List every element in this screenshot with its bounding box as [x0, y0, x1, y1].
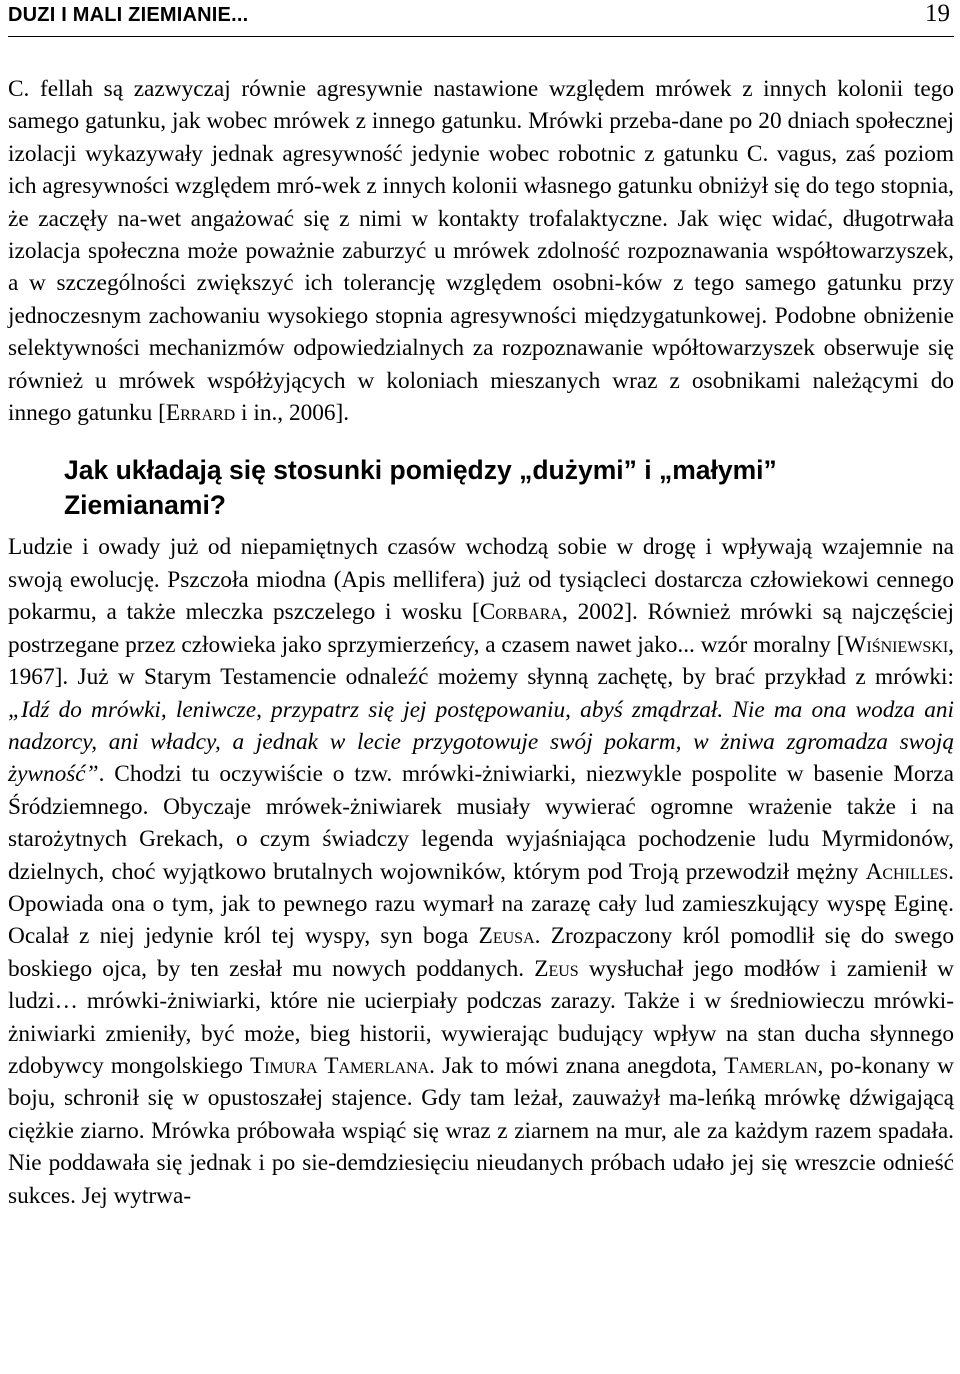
- body-paragraph-1: [8, 73, 954, 429]
- citation-author: Errard: [165, 400, 236, 427]
- paragraph-text: , 1967]. Już w Starym Testamencie odnaleźć możemy słynną zachętę, by brać przykład z mrówki:: [8, 631, 954, 691]
- paragraph-text: . Opowiada ona o tym, jak to pewnego razu wymarł na zarazę cały lud zamieszkujący wyspę Eginę. Ocalał z niej jedynie król tej wyspy, syn boga: [8, 858, 954, 950]
- paragraph-text: i in., 2006].: [235, 400, 350, 427]
- paragraph-text: , po-konany w boju, schronił się w opustoszałej stajence. Gdy tam leżał, zauważył ma-leńką mrówkę dźwigającą ciężkie ziarno. Mrówka próbowała wspiąć się wraz z ziarnem na mur, ale za każdym razem spadała. Nie poddawała się jednak i po sie-demdziesięciu nieudanych próbach udało jej się wreszcie odnieść sukces. Jej wytrwa-: [8, 1052, 954, 1209]
- paragraph-text: . Jak to mówi znana anegdota,: [429, 1052, 725, 1079]
- paragraph-text: wysłuchał jego modłów i zamienił w ludzi… mrówki-żniwiarki, które nie ucierpiały podczas zarazy. Także i w średniowieczu mrówki-żniwiarki zmieniły, być może, bieg historii, wywierając budujący wpływ na stan ducha słynnego zdobywcy mongolskiego: [8, 955, 955, 1079]
- paragraph-text: , 2002]. Również mrówki są najczęściej postrzegane przez człowieka jako sprzymierzeńcy, a czasem nawet jako... wzór moralny [: [8, 599, 954, 658]
- proper-name: Zeus: [534, 955, 579, 982]
- bible-quote: „Idź do mrówki, leniwcze, przypatrz się jej postępowaniu, abyś zmądrzał. Nie ma ona wodza ani nadzorcy, ani władcy, a jednak w lecie przygotowuje swój pokarm, w żniwa zgromadza swoją żywność”: [8, 696, 954, 788]
- paragraph-text: . Chodzi tu oczywiście o tzw. mrówki-żniwiarki, niezwykle pospolite w basenie Morza Śródziemnego. Obyczaje mrówek-żniwiarek musiały wywierać ogromne wrażenie także i na starożytnych Grekach, o czym świadczy legenda wyjaśniająca pochodzenie ludu Myrmidonów, dzielnych, choć wyjątkowo brutalnych wojowników, którym pod Troją przewodził mężny: [8, 761, 954, 885]
- proper-name: Tamerlan: [724, 1052, 818, 1079]
- proper-name: Achilles: [865, 858, 949, 885]
- page-number: 19: [925, 0, 950, 27]
- paragraph-text: . Zrozpaczony król pomodlił się do swego boskiego ojca, by ten zesłał mu nowych poddanych.: [8, 923, 954, 982]
- document-page: [8, 0, 954, 1212]
- paragraph-text: Ludzie i owady już od niepamiętnych czasów wchodzą sobie w drogę i wpływają wzajemnie na swoją ewolucję. Pszczoła miodna (Apis mellifera) już od tysiącleci dostarcza człowiekowi cennego pokarmu, a także mleczka pszczelego i wosku [: [8, 534, 954, 626]
- citation-author: Corbara: [479, 599, 562, 626]
- running-title: DUZI I MALI ZIEMIANIE...: [8, 4, 249, 26]
- section-heading: Jak układają się stosunki pomiędzy „dużymi” i „małymi” Ziemianami?: [64, 455, 777, 521]
- citation-author: Wiśniewski: [844, 631, 949, 658]
- proper-name: Zeusa: [478, 923, 535, 950]
- proper-name: Timura Tamerlana: [249, 1052, 430, 1079]
- running-header: [8, 0, 954, 37]
- paragraph-text: C. fellah są zazwyczaj równie agresywnie nastawione względem mrówek z innych kolonii tego samego gatunku, jak wobec mrówek z innego gatunku. Mrówki przeba-dane po 20 dniach społecznej izolacji wykazywały jednak agresywność jedynie wobec robotnic z gatunku C. vagus, zaś poziom ich agresywności względem mró-wek z innych kolonii własnego gatunku obniżył się do tego stopnia, że zaczęły na-wet angażować się z nimi w kontakty trofalaktyczne. Jak więc widać, długotrwała izolacja społeczna może poważnie zaburzyć u mrówek zdolność rozpoznawania współtowarzyszek, a w szczególności zwiększyć ich tolerancję względem osobni-ków z tego samego gatunku przy jednoczesnym zachowaniu wysokiego stopnia agresywności międzygatunkowej. Podobne obniżenie selektywności mechanizmów odpowiedzialnych za rozpoznawanie wpółtowarzyszek obserwuje się również u mrówek współżyjących w koloniach mieszanych wraz z osobnikami należącymi do innego gatunku [: [8, 76, 954, 427]
- body-paragraph-2: [8, 531, 954, 1212]
